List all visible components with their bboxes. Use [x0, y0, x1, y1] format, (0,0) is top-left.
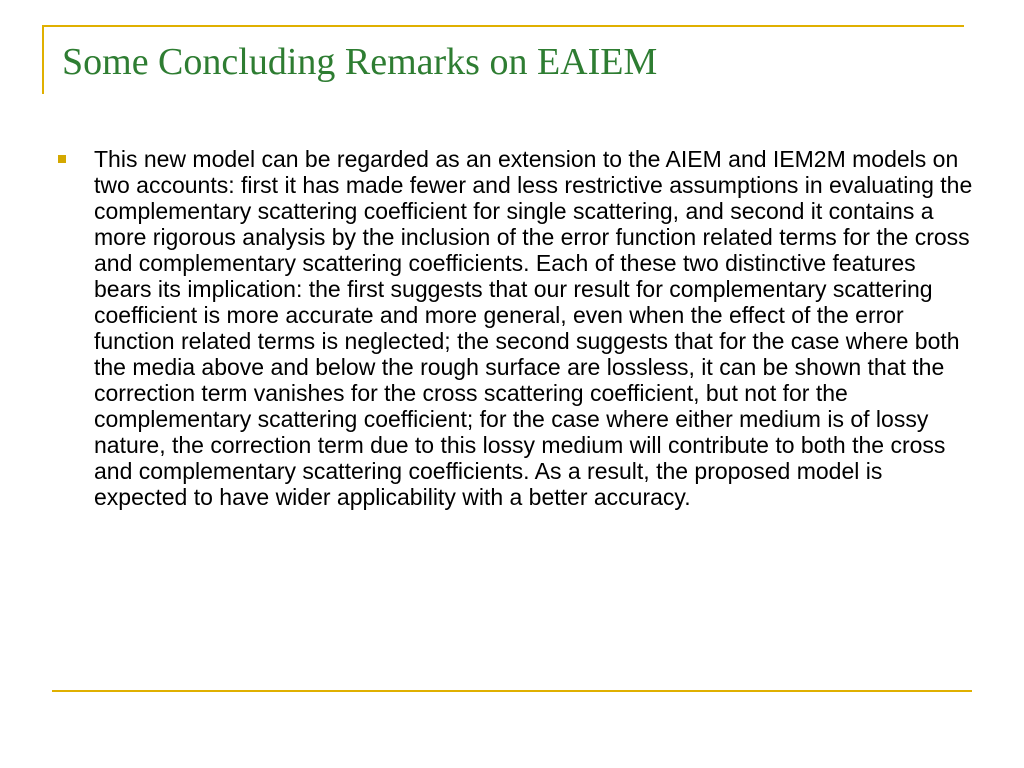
- square-bullet-icon: [58, 155, 66, 163]
- bullet-text: This new model can be regarded as an extension to the AIEM and IEM2M models on two accounts: first it has made fewer and less restrictive assumptions in evaluating the complementary scattering coefficient for single scattering, and second it contains a more rigorous analysis by the inclusion of the error function related terms for the cross and complementary scattering coefficients. Each of these two distinctive features bears its implication: the first suggests that our result for complementary scattering coefficient is more accurate and more general, even when the effect of the error function related terms is neglected; the second suggests that for the case where both the media above and below the rough surface are lossless, it can be shown that the correction term vanishes for the cross scattering coefficient, but not for the complementary scattering coefficient; for the case where either medium is of lossy nature, the correction term due to this lossy medium will contribute to both the cross and complementary scattering coefficients. As a result, the proposed model is expected to have wider applicability with a better accuracy.: [94, 146, 973, 510]
- slide-title: Some Concluding Remarks on EAIEM: [62, 41, 658, 83]
- slide-content: [0, 146, 1024, 510]
- bullet-item: [0, 146, 974, 510]
- bottom-border-rule: [52, 690, 972, 692]
- left-accent-rule: [42, 25, 44, 94]
- top-border-rule: [42, 25, 964, 27]
